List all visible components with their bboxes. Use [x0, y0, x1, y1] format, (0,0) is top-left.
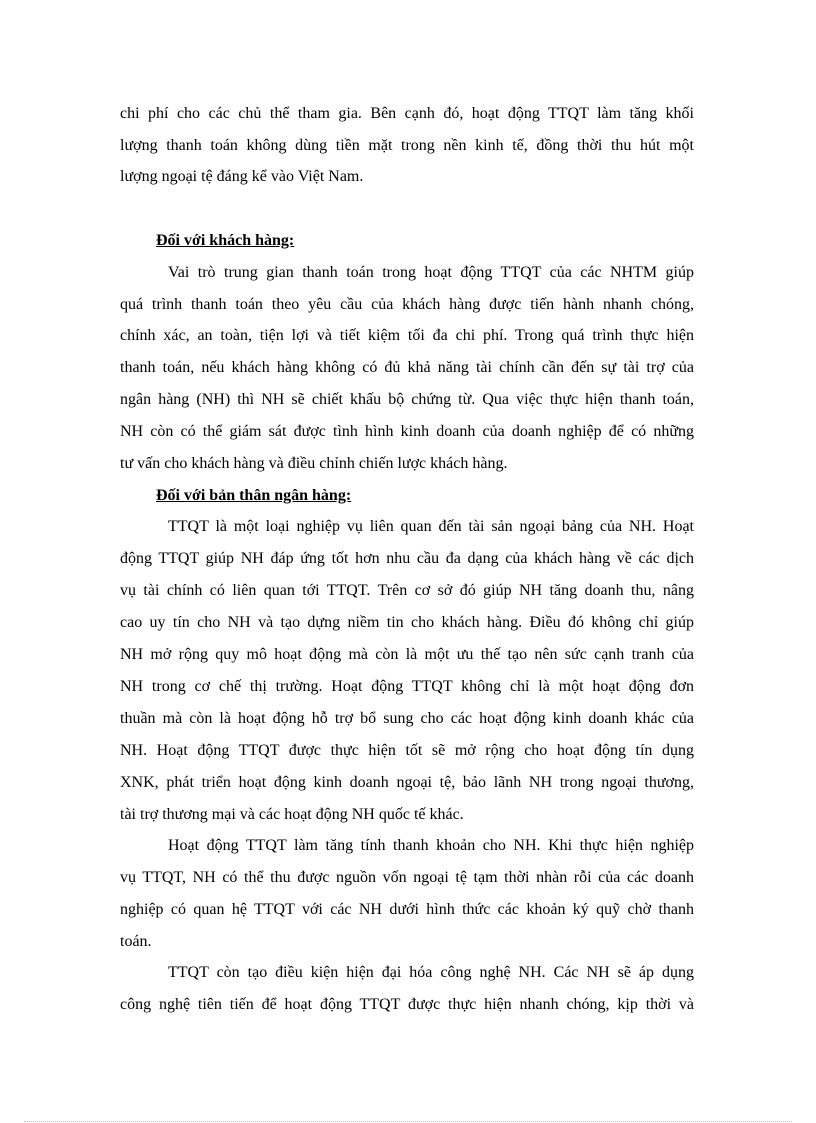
text-line: NH mở rộng quy mô hoạt động mà còn là một ưu thế tạo nên sức cạnh tranh của [120, 646, 694, 663]
text-line: cao uy tín cho NH và tạo dựng niềm tin cho khách hàng. Điều đó không chỉ giúp [120, 614, 694, 631]
text-line: tư vấn cho khách hàng và điều chỉnh chiến lược khách hàng. [120, 455, 508, 472]
text-line: động TTQT giúp NH đáp ứng tốt hơn nhu cầu đa dạng của khách hàng về các dịch [120, 550, 694, 567]
text-line: nghiệp có quan hệ TTQT với các NH dưới hình thức các khoản ký quỹ chờ thanh [120, 901, 694, 918]
text-line: Hoạt động TTQT làm tăng tính thanh khoản cho NH. Khi thực hiện nghiệp [168, 837, 694, 854]
page-bottom-rule [24, 1121, 792, 1122]
text-line: thanh toán, nếu khách hàng không có đủ khả năng tài chính cần đến sự tài trợ của [120, 359, 694, 376]
text-line: thuần mà còn là hoạt động hỗ trợ bổ sung cho các hoạt động kinh doanh khác của [120, 710, 694, 727]
text-line: NH còn có thể giám sát được tình hình kinh doanh của doanh nghiệp để có những [120, 423, 694, 440]
text-line: chi phí cho các chủ thể tham gia. Bên cạnh đó, hoạt động TTQT làm tăng khối [120, 105, 694, 122]
text-line: lượng ngoại tệ đáng kể vào Việt Nam. [120, 168, 364, 185]
text-line: TTQT là một loại nghiệp vụ liên quan đến tài sản ngoại bảng của NH. Hoạt [168, 518, 694, 535]
text-line: vụ TTQT, NH có thể thu được nguồn vốn ngoại tệ tạm thời nhàn rỗi của các doanh [120, 869, 694, 886]
text-line: tài trợ thương mại và các hoạt động NH quốc tế khác. [120, 806, 464, 823]
text-line: Vai trò trung gian thanh toán trong hoạt động TTQT của các NHTM giúp [168, 264, 694, 281]
section-heading-bank: Đối với bản thân ngân hàng: [156, 487, 352, 504]
text-line: chính xác, an toàn, tiện lợi và tiết kiệm tối đa chi phí. Trong quá trình thực hiện [120, 327, 694, 344]
text-line: lượng thanh toán không dùng tiền mặt trong nền kinh tế, đồng thời thu hút một [120, 137, 694, 154]
text-line: TTQT còn tạo điều kiện hiện đại hóa công nghệ NH. Các NH sẽ áp dụng [168, 964, 694, 981]
text-line: toán. [120, 933, 152, 950]
text-line: vụ tài chính có liên quan tới TTQT. Trên cơ sở đó giúp NH tăng doanh thu, nâng [120, 582, 694, 599]
text-line: XNK, phát triển hoạt động kinh doanh ngoại tệ, bảo lãnh NH trong ngoại thương, [120, 774, 694, 791]
text-line: NH trong cơ chế thị trường. Hoạt động TTQT không chỉ là một hoạt động đơn [120, 678, 694, 695]
section-heading-customers: Đối với khách hàng: [156, 232, 295, 249]
text-line: ngân hàng (NH) thì NH sẽ chiết khấu bộ chứng từ. Qua việc thực hiện thanh toán, [120, 391, 694, 408]
text-line: quá trình thanh toán theo yêu cầu của khách hàng được tiến hành nhanh chóng, [120, 296, 694, 313]
text-line: công nghệ tiên tiến để hoạt động TTQT được thực hiện nhanh chóng, kịp thời và [120, 996, 694, 1013]
text-line: NH. Hoạt động TTQT được thực hiện tốt sẽ mở rộng cho hoạt động tín dụng [120, 742, 694, 759]
